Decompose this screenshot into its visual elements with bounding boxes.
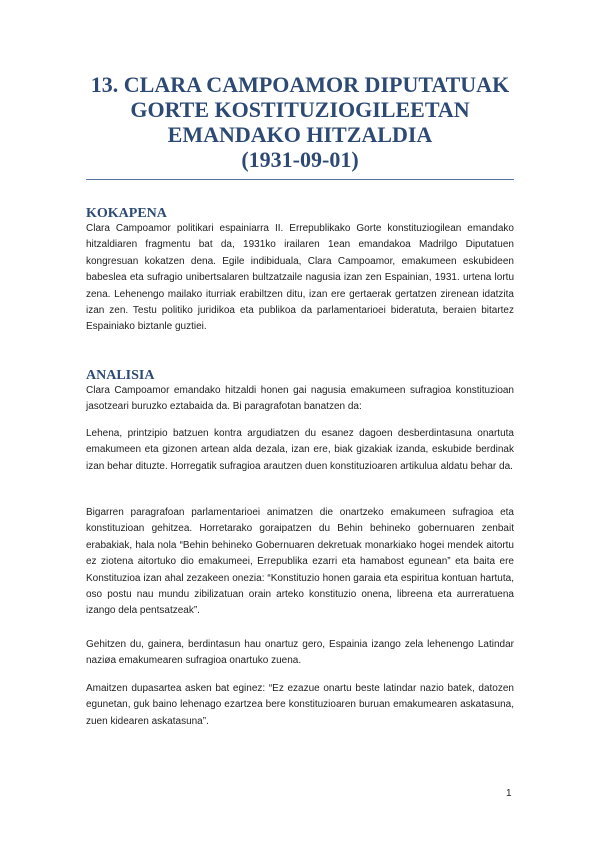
heading-kokapena: KOKAPENA <box>86 206 167 221</box>
paragraph-analisia-4: Gehitzen du, gainera, berdintasun hau onartuz gero, Espainia izango zela lehenengo Latindar naziøa emakumearen sufragioa onartuko zuena. <box>86 639 514 667</box>
paragraph-kokapena: Clara Campoamor politikari espainiarra II. Errepublikako Gorte konstituziogilean emandako hitzaldiaren fragmentu bat da, 1931ko irailaren 1ean emandakoa Madrilgo Diputatuen kongresuan kokatzen dena. Egile indibiduala, Clara Campoamor, emakumeen eskubideen babeslea eta sufragio unibertsalaren bultzatzaile nagusia izan zen Espainian, 1931. urtena lortu zena. Lehenengo mailako iturriak erabiltzen ditu, izan ere gertaerak gertatzen zirenean idatzita izan zen. Testu politiko juridikoa eta publikoa da parlamentarioei bideratuta, beraien bitartez Espainiako biztanle guztiei. <box>86 223 514 333</box>
title-line-4: (1931-09-01) <box>241 147 359 172</box>
page-number: 1 <box>506 788 512 799</box>
title-line-3: EMANDAKO HITZALDIA <box>167 122 433 147</box>
title-line-2: GORTE KOSTITUZIOGILEETAN <box>130 97 470 122</box>
heading-analisia: ANALISIA <box>86 368 155 383</box>
paragraph-analisia-1: Clara Campoamor emandako hitzaldi honen gai nagusia emakumeen sufragioa konstituzioan jasotzeari buruzko eztabaida da. Bi paragrafotan banatzen da: <box>86 385 514 413</box>
paragraph-analisia-3: Bigarren paragrafoan parlamentarioei animatzen die onartzeko emakumeen sufragioa eta konstituzioan gehitzea. Horretarako goraipatzen du Behin behineko gobernuaren zenbait erabakiak, hala nola “Behin behineko Gobernuaren dekretuak monarkiako hogei mendek aitortu ez ziotena aitortuko dio emakumeei, Errepublika ezarri eta hamabost egunean” eta baita ere Konstituzioa izan ahal zezakeen onezia: “Konstituzio honen garaia eta espiritua kontuan hartuta, oso postu nau mundu zibilizatuan orain arteko konstituzio onena, libreena eta aurreratuena izango dela pentsatzeak”. <box>86 507 514 617</box>
document-title <box>86 72 514 172</box>
paragraph-analisia-5: Amaitzen dupasartea asken bat eginez: “Ez ezazue onartu beste latindar nazio batek, datozen egunetan, guk baino lehenago ezartzea bere konstituzioaren buruan emakumearen askatasuna, zuen kidearen askatasuna”. <box>86 683 514 727</box>
title-line-1: 13. CLARA CAMPOAMOR DIPUTATUAK <box>90 72 510 97</box>
title-divider <box>86 179 514 180</box>
paragraph-analisia-2: Lehena, printzipio batzuen kontra argudiatzen du esanez dagoen desberdintasuna onartuta emakumeen eta gizonen artean alda dezala, izan ere, biak gizakiak izanda, eskubide berdinak izan behar dituzte. Horregatik sufragioa arautzen duen konstituzioaren artikulua aldatu behar da. <box>86 428 514 472</box>
